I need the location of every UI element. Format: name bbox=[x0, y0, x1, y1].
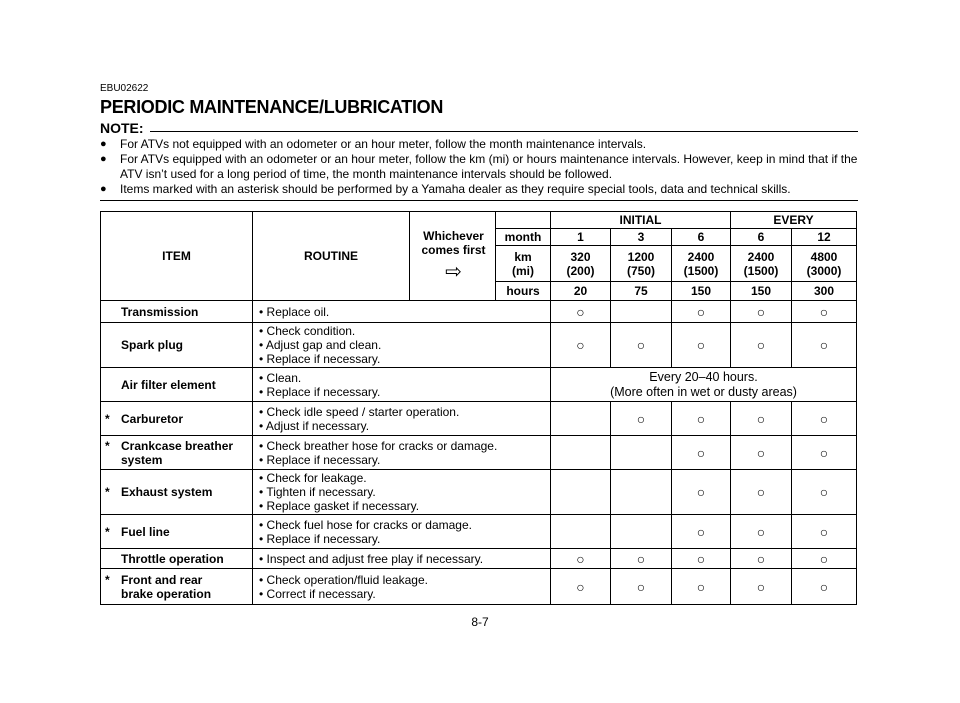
table-row bbox=[101, 515, 857, 549]
note-item bbox=[100, 152, 858, 182]
circle-check-icon: ○ bbox=[696, 550, 706, 567]
routine-cell bbox=[253, 402, 551, 436]
circle-check-icon: ○ bbox=[819, 410, 829, 427]
check-mark-cell bbox=[731, 470, 792, 515]
routine-step: • Inspect and adjust free play if necessary. bbox=[259, 551, 484, 566]
circle-check-icon: ○ bbox=[756, 523, 766, 540]
mi-number: (750) bbox=[626, 263, 655, 278]
check-mark-cell bbox=[792, 323, 857, 368]
month-value: 1 bbox=[551, 229, 611, 246]
initial-header: INITIAL bbox=[551, 212, 731, 229]
km-number: 2400 bbox=[747, 249, 775, 264]
check-mark-cell bbox=[672, 549, 731, 569]
table-row bbox=[101, 301, 857, 323]
routine-header: ROUTINE bbox=[253, 212, 410, 301]
item-cell bbox=[101, 549, 253, 569]
mi-number: (1500) bbox=[683, 263, 719, 278]
circle-check-icon: ○ bbox=[576, 550, 585, 567]
item-header: ITEM bbox=[101, 212, 253, 301]
check-mark-cell bbox=[672, 569, 731, 605]
circle-check-icon: ○ bbox=[756, 303, 766, 320]
empty-interval-cell bbox=[611, 301, 672, 323]
circle-check-icon: ○ bbox=[756, 484, 766, 500]
check-mark-cell bbox=[672, 436, 731, 470]
mi-number: (1500) bbox=[743, 263, 779, 278]
note-label: NOTE: bbox=[100, 120, 150, 136]
whichever-line-1: Whichever bbox=[423, 229, 484, 243]
item-name: Throttle operation bbox=[121, 551, 224, 566]
check-mark-cell bbox=[731, 301, 792, 323]
routine-cell bbox=[253, 470, 551, 515]
item-name-continued: brake operation bbox=[121, 586, 212, 601]
check-mark-cell bbox=[551, 301, 611, 323]
note-text: Items marked with an asterisk should be performed by a Yamaha dealer as they require special tools, data and technical skills. bbox=[120, 182, 791, 196]
note-header bbox=[100, 120, 858, 136]
circle-check-icon: ○ bbox=[576, 303, 585, 320]
routine-step: • Replace gasket if necessary. bbox=[259, 499, 420, 513]
check-mark-cell bbox=[672, 402, 731, 436]
maintenance-table bbox=[100, 211, 857, 605]
item-name: Spark plug bbox=[121, 338, 184, 352]
item-cell bbox=[101, 323, 253, 368]
km-text: km bbox=[514, 249, 532, 264]
item-cell bbox=[101, 402, 253, 436]
circle-check-icon: ○ bbox=[756, 578, 766, 595]
bullet-icon: ● bbox=[100, 183, 107, 195]
check-mark-cell bbox=[792, 470, 857, 515]
circle-check-icon: ○ bbox=[696, 578, 706, 595]
check-mark-cell bbox=[731, 402, 792, 436]
month-value: 6 bbox=[672, 229, 731, 246]
km-label bbox=[496, 246, 551, 282]
table-row bbox=[101, 549, 857, 569]
routine-cell bbox=[253, 515, 551, 549]
note-item bbox=[100, 137, 858, 152]
asterisk-mark: * bbox=[105, 572, 110, 587]
routine-step: • Adjust gap and clean. bbox=[259, 338, 382, 352]
item-name: Exhaust system bbox=[121, 485, 213, 499]
circle-check-icon: ○ bbox=[696, 523, 706, 540]
item-name: Air filter element bbox=[121, 377, 216, 392]
empty-interval-cell bbox=[611, 515, 672, 549]
circle-check-icon: ○ bbox=[756, 444, 766, 461]
circle-check-icon: ○ bbox=[756, 410, 766, 427]
item-cell bbox=[101, 436, 253, 470]
month-value: 6 bbox=[731, 229, 792, 246]
km-value bbox=[672, 246, 731, 282]
item-cell bbox=[101, 368, 253, 402]
check-mark-cell bbox=[792, 436, 857, 470]
check-mark-cell bbox=[731, 436, 792, 470]
circle-check-icon: ○ bbox=[696, 303, 706, 320]
routine-step: • Replace if necessary. bbox=[259, 384, 381, 399]
item-name: Fuel line bbox=[121, 524, 170, 539]
note-item bbox=[100, 182, 858, 197]
page-title: PERIODIC MAINTENANCE/LUBRICATION bbox=[100, 97, 444, 117]
hours-value: 20 bbox=[551, 282, 611, 301]
month-value: 12 bbox=[792, 229, 857, 246]
km-value bbox=[551, 246, 611, 282]
circle-check-icon: ○ bbox=[819, 444, 829, 461]
check-mark-cell bbox=[611, 402, 672, 436]
whichever-comes-first bbox=[410, 212, 496, 301]
check-mark-cell bbox=[672, 470, 731, 515]
circle-check-icon: ○ bbox=[819, 303, 829, 320]
circle-check-icon: ○ bbox=[819, 484, 829, 500]
check-mark-cell bbox=[551, 323, 611, 368]
routine-cell bbox=[253, 323, 551, 368]
routine-step: • Replace if necessary. bbox=[259, 452, 381, 467]
routine-cell bbox=[253, 368, 551, 402]
bullet-icon: ● bbox=[100, 138, 107, 150]
routine-step: • Check for leakage. bbox=[259, 471, 367, 485]
notes-divider bbox=[100, 200, 858, 201]
km-value bbox=[611, 246, 672, 282]
check-mark-cell bbox=[792, 569, 857, 605]
circle-check-icon: ○ bbox=[636, 578, 646, 595]
km-number: 4800 bbox=[810, 249, 838, 264]
month-value: 3 bbox=[611, 229, 672, 246]
circle-check-icon: ○ bbox=[576, 578, 585, 595]
item-name: Crankcase breather bbox=[121, 438, 234, 453]
check-mark-cell bbox=[611, 569, 672, 605]
check-mark-cell bbox=[731, 515, 792, 549]
mi-text: (mi) bbox=[512, 263, 534, 278]
circle-check-icon: ○ bbox=[819, 523, 829, 540]
check-mark-cell bbox=[792, 515, 857, 549]
circle-check-icon: ○ bbox=[636, 410, 646, 427]
empty-interval-cell bbox=[551, 470, 611, 515]
circle-check-icon: ○ bbox=[696, 337, 706, 353]
empty-interval-cell bbox=[551, 436, 611, 470]
routine-step: • Check operation/fluid leakage. bbox=[259, 572, 428, 587]
every-header: EVERY bbox=[731, 212, 857, 229]
empty-interval-cell bbox=[551, 402, 611, 436]
km-number: 2400 bbox=[687, 249, 715, 264]
mi-number: (200) bbox=[566, 263, 595, 278]
interval-note-line-2: (More often in wet or dusty areas) bbox=[610, 384, 797, 399]
table-row bbox=[101, 368, 857, 402]
document-code: EBU02622 bbox=[100, 83, 149, 94]
arrow-right-icon: ⇨ bbox=[445, 261, 462, 283]
circle-check-icon: ○ bbox=[576, 337, 585, 353]
interval-note bbox=[551, 368, 857, 402]
empty-interval-cell bbox=[611, 470, 672, 515]
km-value bbox=[792, 246, 857, 282]
bullet-icon: ● bbox=[100, 153, 107, 165]
page-number: 8-7 bbox=[471, 615, 489, 629]
km-value bbox=[731, 246, 792, 282]
check-mark-cell bbox=[611, 549, 672, 569]
routine-step: • Adjust if necessary. bbox=[259, 418, 370, 433]
check-mark-cell bbox=[731, 323, 792, 368]
routine-cell bbox=[253, 301, 551, 323]
asterisk-mark: * bbox=[105, 438, 110, 453]
check-mark-cell bbox=[731, 569, 792, 605]
circle-check-icon: ○ bbox=[636, 550, 646, 567]
table-row bbox=[101, 436, 857, 470]
km-number: 1200 bbox=[627, 249, 655, 264]
routine-step: • Replace if necessary. bbox=[259, 352, 381, 366]
routine-step: • Check condition. bbox=[259, 324, 356, 338]
note-text: For ATVs equipped with an odometer or an hour meter, follow the km (mi) or hours maintenance intervals. However, keep in mind that if the ATV isn’t used for a long period of time, the month maintenance intervals should be followed. bbox=[120, 152, 858, 181]
header-spacer bbox=[496, 212, 551, 229]
circle-check-icon: ○ bbox=[696, 484, 706, 500]
whichever-line-2: comes first bbox=[421, 243, 486, 257]
routine-step: • Correct if necessary. bbox=[259, 586, 376, 601]
empty-interval-cell bbox=[551, 515, 611, 549]
routine-step: • Clean. bbox=[259, 370, 302, 385]
notes-list bbox=[100, 137, 858, 197]
hours-label: hours bbox=[496, 282, 551, 301]
item-cell bbox=[101, 301, 253, 323]
check-mark-cell bbox=[672, 515, 731, 549]
table-row bbox=[101, 470, 857, 515]
item-name: Carburetor bbox=[121, 411, 184, 426]
item-name: Front and rear bbox=[121, 572, 203, 587]
circle-check-icon: ○ bbox=[819, 550, 829, 567]
circle-check-icon: ○ bbox=[756, 550, 766, 567]
hours-value: 150 bbox=[672, 282, 731, 301]
circle-check-icon: ○ bbox=[756, 337, 766, 353]
table-row bbox=[101, 402, 857, 436]
empty-interval-cell bbox=[611, 436, 672, 470]
mi-number: (3000) bbox=[806, 263, 842, 278]
hours-value: 150 bbox=[731, 282, 792, 301]
asterisk-mark: * bbox=[105, 524, 110, 539]
check-mark-cell bbox=[672, 301, 731, 323]
check-mark-cell bbox=[731, 549, 792, 569]
circle-check-icon: ○ bbox=[819, 578, 829, 595]
routine-step: • Check breather hose for cracks or damage. bbox=[259, 438, 498, 453]
routine-cell bbox=[253, 549, 551, 569]
circle-check-icon: ○ bbox=[636, 337, 646, 353]
table-row bbox=[101, 323, 857, 368]
table-row bbox=[101, 569, 857, 605]
circle-check-icon: ○ bbox=[819, 337, 829, 353]
check-mark-cell bbox=[792, 549, 857, 569]
check-mark-cell bbox=[792, 301, 857, 323]
item-cell bbox=[101, 515, 253, 549]
note-rule bbox=[100, 131, 858, 132]
item-cell bbox=[101, 470, 253, 515]
item-name-continued: system bbox=[121, 452, 163, 467]
check-mark-cell bbox=[672, 323, 731, 368]
routine-cell bbox=[253, 569, 551, 605]
item-name: Transmission bbox=[121, 304, 199, 319]
check-mark-cell bbox=[551, 549, 611, 569]
routine-step: • Check fuel hose for cracks or damage. bbox=[259, 517, 472, 532]
routine-step: • Replace oil. bbox=[259, 304, 330, 319]
asterisk-mark: * bbox=[105, 411, 110, 426]
interval-note-line-1: Every 20–40 hours. bbox=[649, 369, 758, 384]
note-text: For ATVs not equipped with an odometer or an hour meter, follow the month maintenance intervals. bbox=[120, 137, 647, 151]
check-mark-cell bbox=[792, 402, 857, 436]
hours-value: 300 bbox=[792, 282, 857, 301]
km-number: 320 bbox=[570, 249, 591, 264]
circle-check-icon: ○ bbox=[696, 410, 706, 427]
check-mark-cell bbox=[611, 323, 672, 368]
item-cell bbox=[101, 569, 253, 605]
routine-step: • Tighten if necessary. bbox=[259, 485, 376, 499]
routine-step: • Replace if necessary. bbox=[259, 531, 381, 546]
routine-step: • Check idle speed / starter operation. bbox=[259, 404, 460, 419]
asterisk-mark: * bbox=[105, 485, 110, 499]
hours-value: 75 bbox=[611, 282, 672, 301]
month-label: month bbox=[496, 229, 551, 246]
check-mark-cell bbox=[551, 569, 611, 605]
routine-cell bbox=[253, 436, 551, 470]
circle-check-icon: ○ bbox=[696, 444, 706, 461]
